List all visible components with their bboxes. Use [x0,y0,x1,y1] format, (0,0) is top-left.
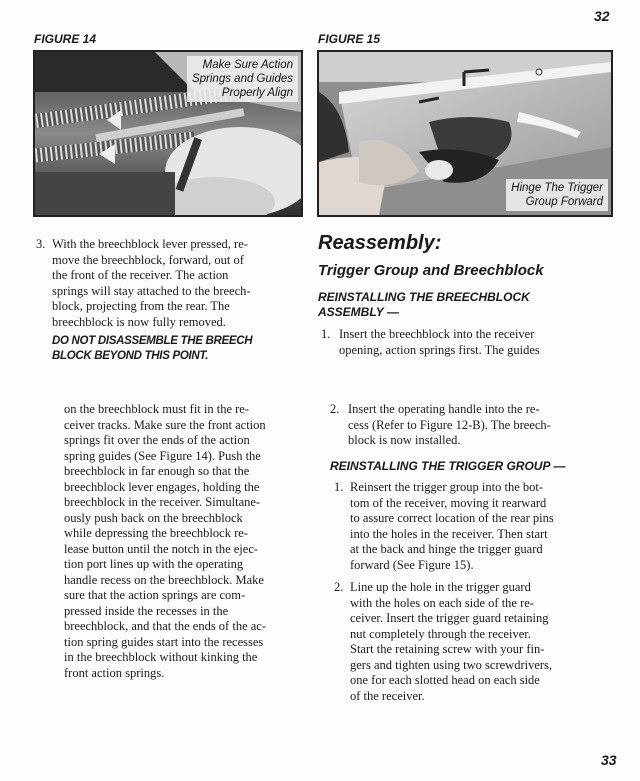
reinstall-breechblock-heading [318,290,608,320]
step-3-line: the front of the receiver. The action [52,268,229,282]
warning-line: DO NOT DISASSEMBLE THE BREECH [52,335,253,347]
reassembly-title: Reassembly: [318,232,442,254]
continued-line: front action springs. [64,665,165,680]
figure-15-caption-line: Hinge The Trigger [511,182,603,194]
continued-line: breechblock in the receiver. Simultane- [64,495,261,509]
figure-14-caption-line: Properly Align [221,87,293,99]
continued-line: tion port lines up with the operating [64,557,244,571]
trigger-step-2-text [350,580,610,704]
continued-line: handle recess on the breechblock. Make [64,572,264,587]
trigger-step-2 [334,580,610,704]
continued-line: springs fit over the ends of the action [64,433,250,447]
continued-line: while depressing the breechblock re- [64,526,248,540]
breechblock-step-2 [330,402,610,449]
continued-line: ceiver tracks. Make sure the front action [64,417,266,432]
continued-line: on the breechblock must fit in the re- [64,402,250,416]
trigger-step-1-line: forward (See Figure 15). [350,557,474,572]
figure-15-label: FIGURE 15 [318,32,381,46]
trigger-step-2-line: nut completely through the receiver. [350,626,531,641]
figure-14-photo [33,50,303,217]
trigger-step-1-line: to assure correct location of the rear pins [350,511,554,525]
continued-line: ously push back on the breechblock [64,510,243,525]
reinstall-breechblock-heading-line: ASSEMBLY — [318,305,399,319]
warning-note [52,334,308,364]
trigger-step-2-line: of the receiver. [350,688,425,703]
trigger-step-1 [334,480,610,573]
continued-line: breechblock, and that the ends of the ac- [64,619,266,633]
breechblock-step-1-continued [64,402,314,681]
step-3-line: block, projecting from the rear. The [52,299,230,313]
trigger-step-1-number: 1. [334,480,344,494]
trigger-step-1-text [350,480,610,573]
trigger-step-1-line: at the back and hinge the trigger guard [350,542,543,556]
figure-14-caption-line: Springs and Guides [191,73,293,85]
trigger-step-1-line: Reinsert the trigger group into the bot- [350,480,544,494]
continued-line: pressed inside the recesses in the [64,603,229,618]
continued-line: sure that the action springs are com- [64,588,246,602]
subtitle: Trigger Group and Breechblock [318,262,544,279]
warning-line: BLOCK BEYOND THIS POINT. [52,350,209,362]
trigger-step-2-line: Line up the hole in the trigger guard [350,580,531,594]
trigger-step-2-line: gers and tighten using two screwdrivers, [350,657,553,672]
step-3-text [52,237,306,330]
breechblock-step-1-text [339,327,611,358]
trigger-step-2-line: one for each slotted head on each side [350,673,540,687]
breechblock-step-2-line: Insert the operating handle into the re- [348,402,540,416]
breechblock-step-2-line: block is now installed. [348,433,461,447]
step-3-line: With the breechblock lever pressed, re- [52,237,248,251]
trigger-step-1-line: tom of the receiver, moving it rearward [350,495,547,510]
figure-14-caption [187,56,298,102]
breechblock-step-1-line: opening, action springs first. The guides [339,342,540,357]
step-3 [36,237,306,330]
continued-line: spring guides (See Figure 14). Push the [64,448,261,463]
step-3-number: 3. [36,237,46,251]
step-3-line: breechblock is now fully removed. [52,314,226,329]
figure-14-caption-line: Make Sure Action [202,59,293,71]
trigger-step-1-line: into the holes in the receiver. Then start [350,526,548,541]
continued-line: lease button until the notch in the ejec- [64,541,259,556]
trigger-step-2-line: Start the retaining screw with your fin- [350,642,545,656]
page-number-bottom: 33 [601,752,617,768]
breechblock-step-1-number: 1. [321,327,331,341]
breechblock-step-1 [321,327,611,358]
continued-line: breechblock in far enough so that the [64,464,250,478]
step-3-line: springs will stay attached to the breech- [52,283,251,298]
trigger-step-2-line: ceiver. Insert the trigger guard retaining [350,611,549,625]
reinstall-trigger-heading: REINSTALLING THE TRIGGER GROUP — [330,459,566,473]
figure-14-label: FIGURE 14 [34,32,97,46]
breechblock-step-2-line: cess (Refer to Figure 12-B). The breech- [348,417,551,432]
breechblock-step-2-number: 2. [330,402,340,416]
figure-15-caption-line: Group Forward [525,196,603,208]
figure-15-photo [317,50,613,217]
continued-line: in the breechblock without kinking the [64,650,258,664]
figure-15-caption [506,179,608,211]
step-3-line: move the breechblock, forward, out of [52,252,244,267]
breechblock-step-2-text [348,402,610,449]
reinstall-breechblock-heading-line: REINSTALLING THE BREECHBLOCK [318,290,530,304]
continued-line: breechblock lever engages, holding the [64,479,260,494]
trigger-step-2-number: 2. [334,580,344,594]
trigger-step-2-line: with the holes on each side of the re- [350,595,534,610]
continued-line: tion spring guides start into the recesses [64,634,264,649]
page-number-top: 32 [594,8,610,24]
breechblock-step-1-line: Insert the breechblock into the receiver [339,327,535,341]
